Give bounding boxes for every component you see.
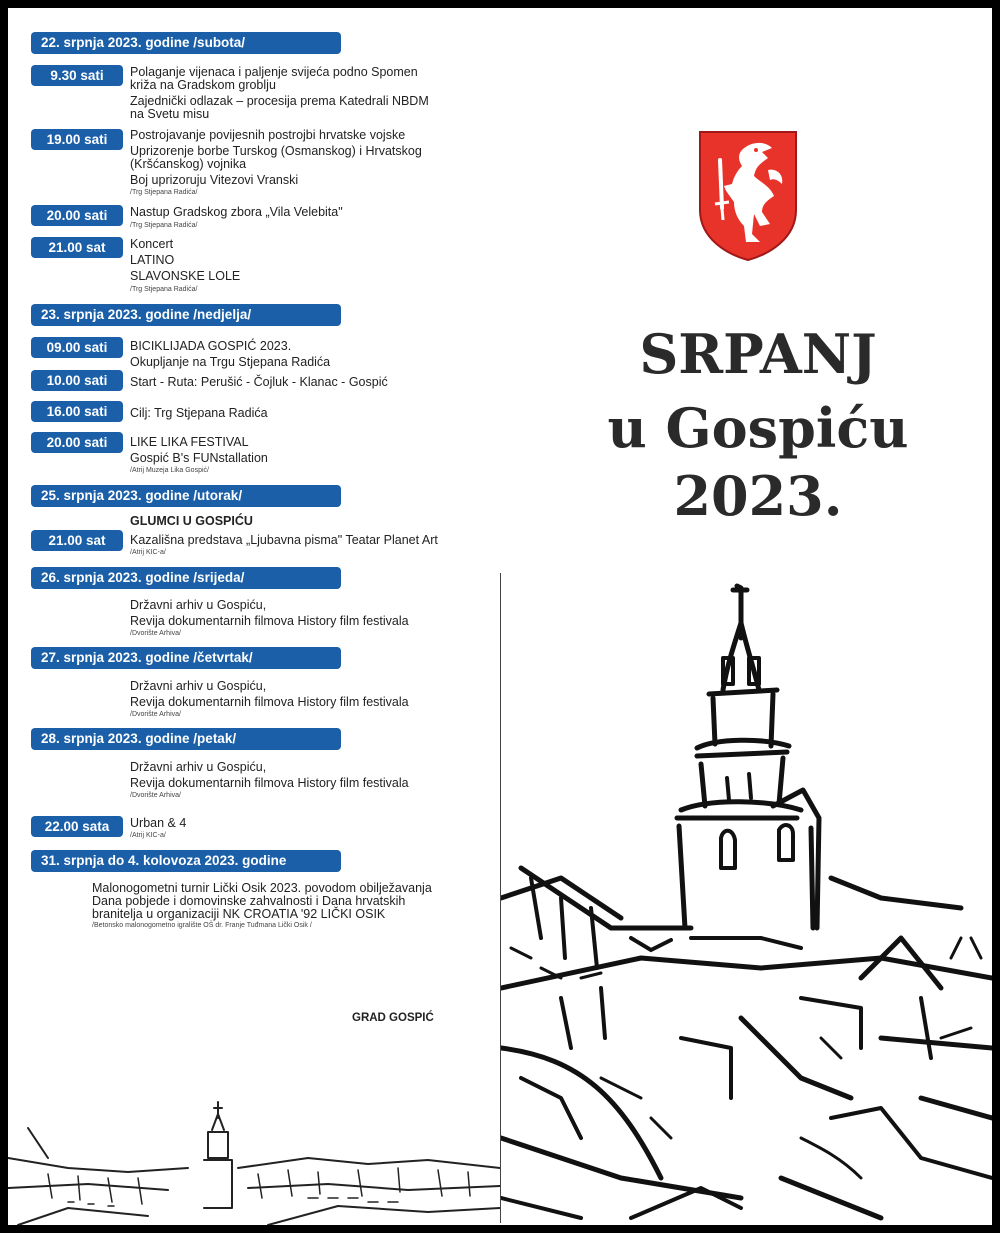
- event-location: /Trg Stjepana Radića/: [130, 189, 198, 196]
- time-badge: 16.00 sati: [31, 401, 123, 422]
- event-text: Malonogometni turnir Lički Osik 2023. povodom obilježavanja: [92, 881, 432, 895]
- time-badge: 21.00 sat: [31, 530, 123, 551]
- town-sketch-illustration: [501, 578, 992, 1225]
- time-badge: 22.00 sata: [31, 816, 123, 837]
- signature: GRAD GOSPIĆ: [352, 1012, 434, 1024]
- event-text: Uprizorenje borbe Turskog (Osmanskog) i Hrvatskog: [130, 144, 422, 158]
- day-header: 25. srpnja 2023. godine /utorak/: [31, 485, 341, 507]
- event-text: križa na Gradskom groblju: [130, 78, 276, 92]
- event-location: /Dvorište Arhiva/: [130, 711, 181, 718]
- event-text: Revija dokumentarnih filmova History film festivala: [130, 614, 409, 628]
- event-text: SLAVONSKE LOLE: [130, 269, 241, 283]
- title-line: 2023.: [673, 464, 843, 528]
- event-text: Državni arhiv u Gospiću,: [130, 760, 267, 774]
- event-text: Cilj: Trg Stjepana Radića: [130, 406, 268, 420]
- event-location: /Atrij Muzeja Lika Gospić/: [130, 467, 209, 474]
- time-badge: 21.00 sat: [31, 237, 123, 258]
- event-location: /Atrij KIC-a/: [130, 549, 166, 556]
- day-header: 22. srpnja 2023. godine /subota/: [31, 32, 341, 54]
- day-header: 27. srpnja 2023. godine /četvrtak/: [31, 647, 341, 669]
- event-location: /Dvorište Arhiva/: [130, 792, 181, 799]
- event-text: Državni arhiv u Gospiću,: [130, 679, 267, 693]
- event-text: Dana pobjede i domovinske zahvalnosti i Dana hrvatskih: [92, 894, 406, 908]
- event-text: Državni arhiv u Gospiću,: [130, 598, 267, 612]
- title-line: u Gospiću: [607, 396, 909, 460]
- event-location: /Dvorište Arhiva/: [130, 630, 181, 637]
- event-text: Okupljanje na Trgu Stjepana Radića: [130, 355, 331, 369]
- event-text: Gospić B's FUNstallation: [130, 451, 268, 465]
- day-header: 26. srpnja 2023. godine /srijeda/: [31, 567, 341, 589]
- event-location: /Atrij KIC-a/: [130, 832, 166, 839]
- event-text: Revija dokumentarnih filmova History film festivala: [130, 695, 409, 709]
- event-location: /Trg Stjepana Radića/: [130, 286, 198, 293]
- time-badge: 10.00 sati: [31, 370, 123, 391]
- town-skyline-illustration: [8, 1098, 500, 1225]
- event-text: Zajednički odlazak – procesija prema Katedrali NBDM: [130, 94, 429, 108]
- event-location: /Betonsko malonogometno igralište OŠ dr. Franje Tuđmana Lički Osik /: [92, 922, 312, 929]
- day-header: 31. srpnja do 4. kolovoza 2023. godine: [31, 850, 341, 872]
- coat-of-arms-icon: [698, 130, 798, 262]
- event-text: LATINO: [130, 253, 175, 267]
- title-line: SRPANJ: [639, 322, 877, 386]
- event-text: branitelja u organizaciji NK CROATIA '92 LIČKI OSIK: [92, 907, 386, 921]
- event-text: Start - Ruta: Perušić - Čojluk - Klanac - Gospić: [130, 375, 388, 389]
- event-text: Nastup Gradskog zbora „Vila Velebita": [130, 205, 343, 219]
- time-badge: 9.30 sati: [31, 65, 123, 86]
- event-text: BICIKLIJADA GOSPIĆ 2023.: [130, 339, 292, 353]
- day-header: 23. srpnja 2023. godine /nedjelja/: [31, 304, 341, 326]
- time-badge: 20.00 sati: [31, 432, 123, 453]
- event-text: LIKE LIKA FESTIVAL: [130, 435, 249, 449]
- event-text: Polaganje vijenaca i paljenje svijeća podno Spomen: [130, 65, 418, 79]
- event-text: Kazališna predstava „Ljubavna pisma" Teatar Planet Art: [130, 533, 438, 547]
- time-badge: 09.00 sati: [31, 337, 123, 358]
- event-text: Revija dokumentarnih filmova History film festivala: [130, 776, 409, 790]
- time-badge: 20.00 sati: [31, 205, 123, 226]
- event-text: Postrojavanje povijesnih postrojbi hrvatske vojske: [130, 128, 406, 142]
- poster: [8, 8, 992, 1225]
- event-text: na Svetu misu: [130, 107, 210, 121]
- event-text: (Kršćanskog) vojnika: [130, 157, 247, 171]
- event-text: Urban & 4: [130, 816, 187, 830]
- event-text: Koncert: [130, 237, 174, 251]
- event-location: /Trg Stjepana Radića/: [130, 222, 198, 229]
- time-badge: 19.00 sati: [31, 129, 123, 150]
- day-header: 28. srpnja 2023. godine /petak/: [31, 728, 341, 750]
- event-text: Boj uprizoruju Vitezovi Vranski: [130, 173, 299, 187]
- event-heading: GLUMCI U GOSPIĆU: [130, 514, 253, 528]
